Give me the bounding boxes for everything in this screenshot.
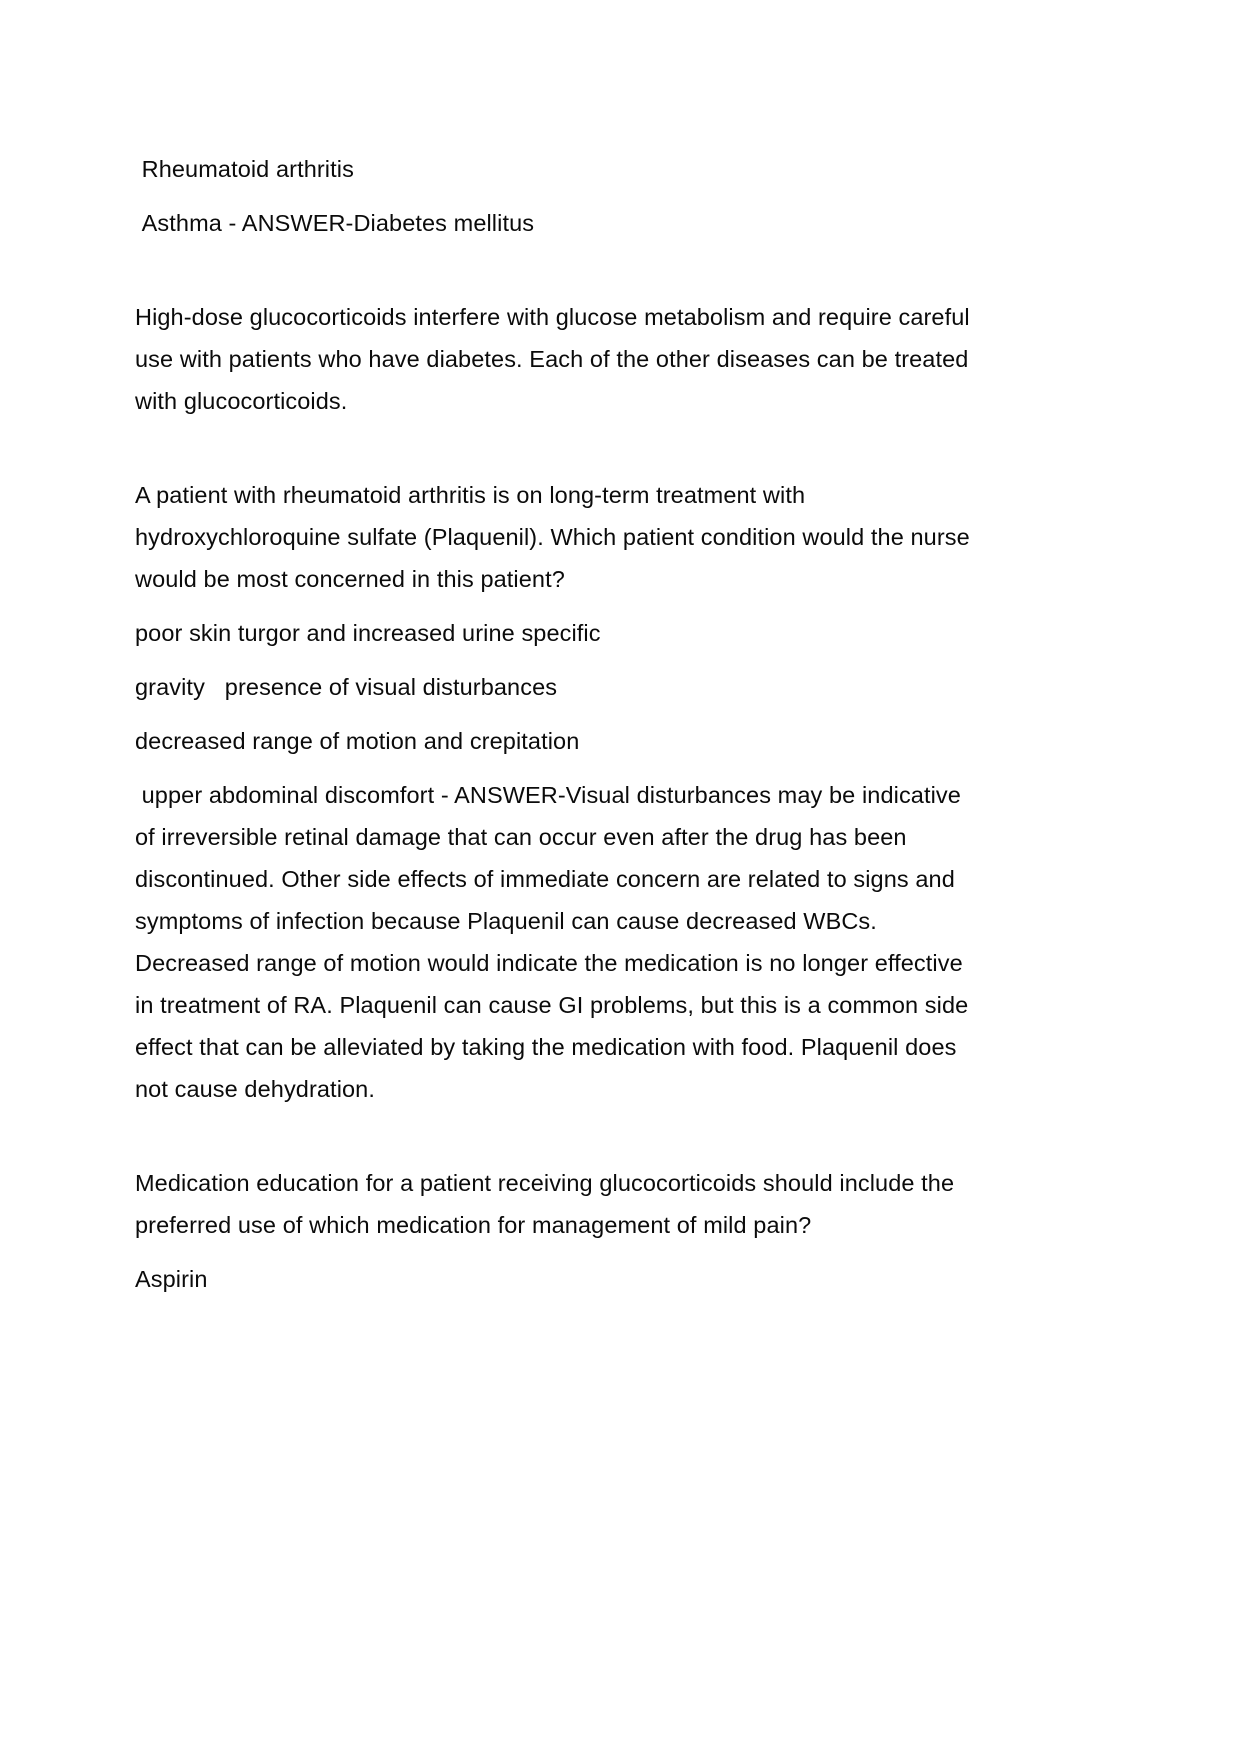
paragraph-rationale: High-dose glucocorticoids interfere with glucose metabolism and require careful use with patients who have diabetes. Each of the other diseases can be treated with glucocorticoids. — [135, 304, 977, 414]
paragraph-option: gravity presence of visual disturbances — [135, 674, 558, 700]
paragraph-option: decreased range of motion and crepitation — [135, 728, 580, 754]
paragraph-option: poor skin turgor and increased urine specific — [135, 620, 601, 646]
paragraph-question: Medication education for a patient receiving glucocorticoids should include the preferred use of which medication for management of mild pain? — [135, 1170, 961, 1238]
paragraph-question: A patient with rheumatoid arthritis is on long-term treatment with hydroxychloroquine sulfate (Plaquenil). Which patient condition would the nurse would be most concerned in this patient? — [135, 482, 977, 592]
paragraph-answer-rationale: upper abdominal discomfort - ANSWER-Visual disturbances may be indicative of irreversible retinal damage that can occur even after the drug has been discontinued. Other side effects of immediate concern are related to signs and symptoms of infection because Plaquenil can cause decreased WBCs. Decreased range of motion would indicate the medication is no longer effective in treatment of RA. Plaquenil can cause GI problems, but this is a common side effect that can be alleviated by taking the medication with food. Plaquenil does not cause dehydration. — [135, 782, 975, 1102]
paragraph-answer-line: Asthma - ANSWER-Diabetes mellitus — [135, 210, 535, 236]
paragraph-answer-option: Rheumatoid arthritis — [135, 156, 354, 182]
document-content — [135, 148, 987, 1300]
paragraph-option: Aspirin — [135, 1266, 208, 1292]
